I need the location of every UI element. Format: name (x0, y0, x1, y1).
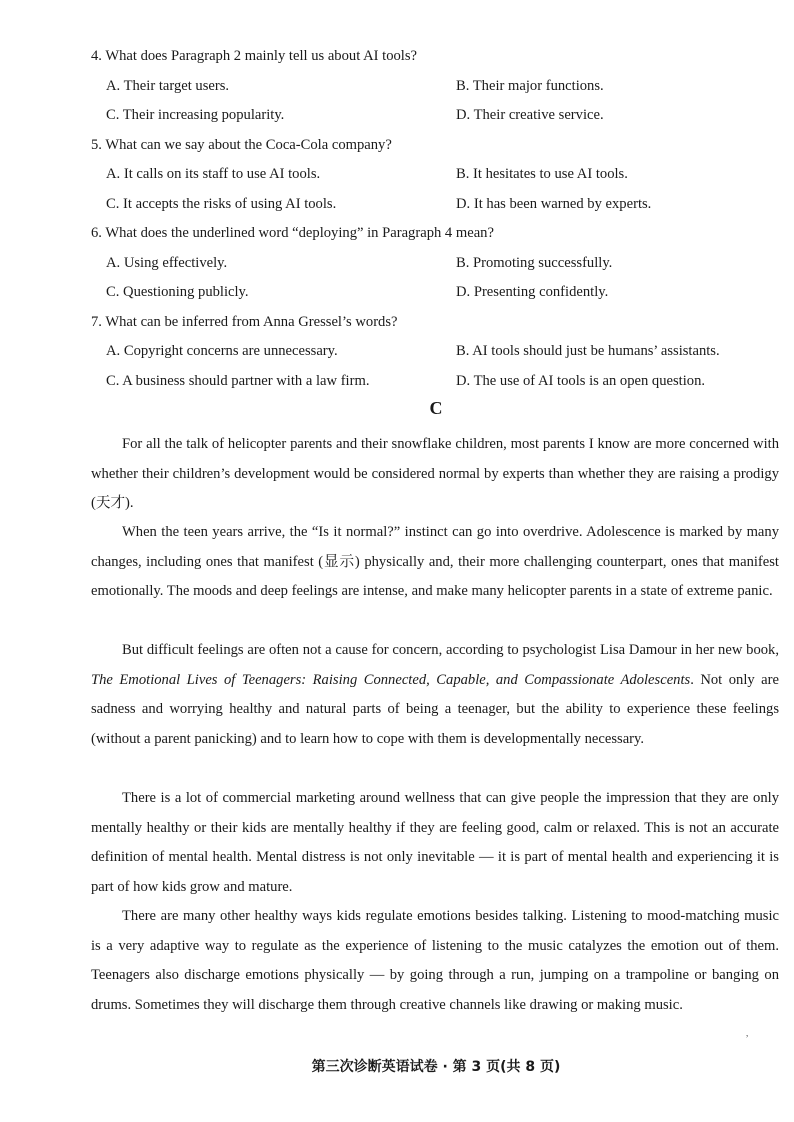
book-title: The Emotional Lives of Teenagers: Raising Connected, Capable, and Compassionate Adolescents (91, 671, 691, 688)
question-5-stem: 5. What can we say about the Coca-Cola company? (91, 137, 392, 153)
page-footer: 第三次诊断英语试卷 · 第 3 页(共 8 页) (311, 1059, 561, 1075)
stray-mark: , (746, 1028, 749, 1038)
passage-paragraph-5: There are many other healthy ways kids regulate emotions besides talking. Listening to mood-matching music is a very adaptive way to regulate as the experience of listening to the music catalyzes the emotion out of them. Teenagers also discharge emotions physically — by going through a run, jumping on a trampoline or banging on drums. Sometimes they will discharge them through creative channels like drawing or making music. (91, 908, 779, 1013)
question-4-option-a: A. Their target users. (106, 78, 230, 94)
paragraph-3-lead: But difficult feelings are often not a cause for concern, according to psychologist Lisa Damour in her new book, (122, 642, 779, 658)
question-6-stem: 6. What does the underlined word “deploying” in Paragraph 4 mean? (91, 225, 494, 241)
question-7-option-c: C. A business should partner with a law firm. (106, 373, 370, 389)
passage-paragraph-2: When the teen years arrive, the “Is it normal?” instinct can go into overdrive. Adolescence is marked by many changes, including ones that manifest (显示) physically and, their more challenging counterpart, ones that manifest emotionally. The moods and deep feelings are intense, and make many helicopter parents in a state of extreme panic. (91, 524, 779, 600)
question-4-stem: 4. What does Paragraph 2 mainly tell us about AI tools? (91, 48, 418, 64)
question-5-option-a: A. It calls on its staff to use AI tools. (106, 166, 321, 182)
question-5-option-c: C. It accepts the risks of using AI tools. (106, 196, 337, 212)
section-title: C (429, 398, 443, 418)
passage-paragraph-4: There is a lot of commercial marketing around wellness that can give people the impression that they are only mentally healthy or their kids are mentally healthy if they are feeling good, calm or relaxed. This is not an accurate definition of mental health. Mental distress is not only inevitable — it is part of mental health and experiencing it is part of how kids grow and mature. (91, 790, 779, 895)
question-5-option-d: D. It has been warned by experts. (456, 196, 652, 212)
question-7-stem: 7. What can be inferred from Anna Gressel’s words? (91, 314, 398, 330)
question-4-option-d: D. Their creative service. (456, 107, 604, 123)
passage-paragraph-1: For all the talk of helicopter parents and their snowflake children, most parents I know are more concerned with whether their children’s development would be considered normal by experts than whether they are raising a prodigy (天才). (91, 436, 779, 512)
paragraph-3-rest: . Not only are sadness and worrying healthy and natural parts of being a teenager, but the ability to experience these feelings (without a parent panicking) and to learn how to cope with them is developmentally necessary. (91, 671, 779, 747)
question-7-option-b: B. AI tools should just be humans’ assistants. (456, 343, 720, 359)
question-6-option-c: C. Questioning publicly. (106, 284, 249, 300)
question-5-option-b: B. It hesitates to use AI tools. (456, 166, 628, 182)
passage-paragraph-3 (91, 636, 779, 754)
question-6-option-a: A. Using effectively. (106, 255, 228, 271)
question-7-option-d: D. The use of AI tools is an open question. (456, 373, 706, 389)
question-7-option-a: A. Copyright concerns are unnecessary. (106, 343, 338, 359)
question-6-option-d: D. Presenting confidently. (456, 284, 609, 300)
question-4-option-b: B. Their major functions. (456, 78, 604, 94)
question-4-option-c: C. Their increasing popularity. (106, 107, 285, 123)
question-6-option-b: B. Promoting successfully. (456, 255, 613, 271)
